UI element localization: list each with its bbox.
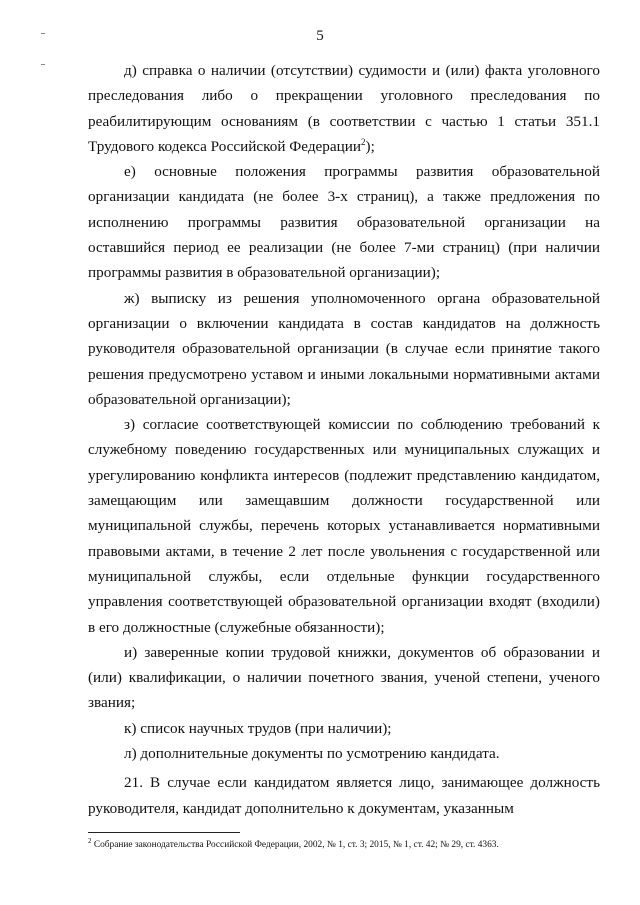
paragraph-e: е) основные положения программы развития образовательной организации кандидата (не более 3-х страниц), а также предложения по исполнению программы развития образовательной организации на оставшийся период ее реализации (не более 7-ми страниц) (при наличии программы развития в образовательной организации); <box>88 163 600 282</box>
footnote-marker: 2 <box>88 836 92 845</box>
paragraph-l: л) дополнительные документы по усмотрению кандидата. <box>124 745 500 763</box>
footnote-ref: 2 <box>361 136 366 147</box>
footnote-separator <box>88 832 240 833</box>
paragraph-z: з) согласие соответствующей комиссии по соблюдению требований к служебному поведению государственных или муниципальных служащих и урегулированию конфликта интересов (подлежит представлению кандидатом, замещающим или замещавшим должности государственной или муниципальной службы, перечень которых устанавливается нормативными правовыми актами, в течение 2 лет после увольнения с государственной или муниципальной службы, если отдельные функции государственного управления соответствующей образовательной организации входят (входили) в его должностные (служебные обязанности); <box>88 416 600 636</box>
paragraph-k: к) список научных трудов (при наличии); <box>124 719 392 737</box>
paragraph-d <box>88 58 600 159</box>
paragraph-d-text: д) справка о наличии (отсутствии) судимости и (или) факта уголовного преследования либо о прекращении уголовного преследования по реабилитирующим основаниям (в соответствии с частью 1 статьи 351.1 Трудового кодекса Российской Федерации <box>88 62 600 155</box>
page-number: 5 <box>316 28 324 44</box>
margin-mark-bottom <box>41 64 45 65</box>
footnote <box>88 836 608 851</box>
paragraph-i: и) заверенные копии трудовой книжки, документов об образовании и (или) квалификации, о наличии почетного звания, ученой степени, ученого звания; <box>88 643 600 712</box>
paragraph-zh: ж) выписку из решения уполномоченного органа образовательной организации о включении кандидата в состав кандидатов на должность руководителя образовательной организации (в случае если принятие такого решения предусмотрено уставом и иными локальными нормативными актами образовательной организации); <box>88 289 600 408</box>
paragraph-21: 21. В случае если кандидатом является лицо, занимающее должность руководителя, кандидат дополнительно к документам, указанным <box>88 774 600 817</box>
footnote-text: Собрание законодательства Российской Федерации, 2002, № 1, ст. 3; 2015, № 1, ст. 42; № 29, ст. 4363. <box>93 840 499 850</box>
document-body <box>88 58 600 821</box>
paragraph-d-tail: ); <box>365 137 375 155</box>
